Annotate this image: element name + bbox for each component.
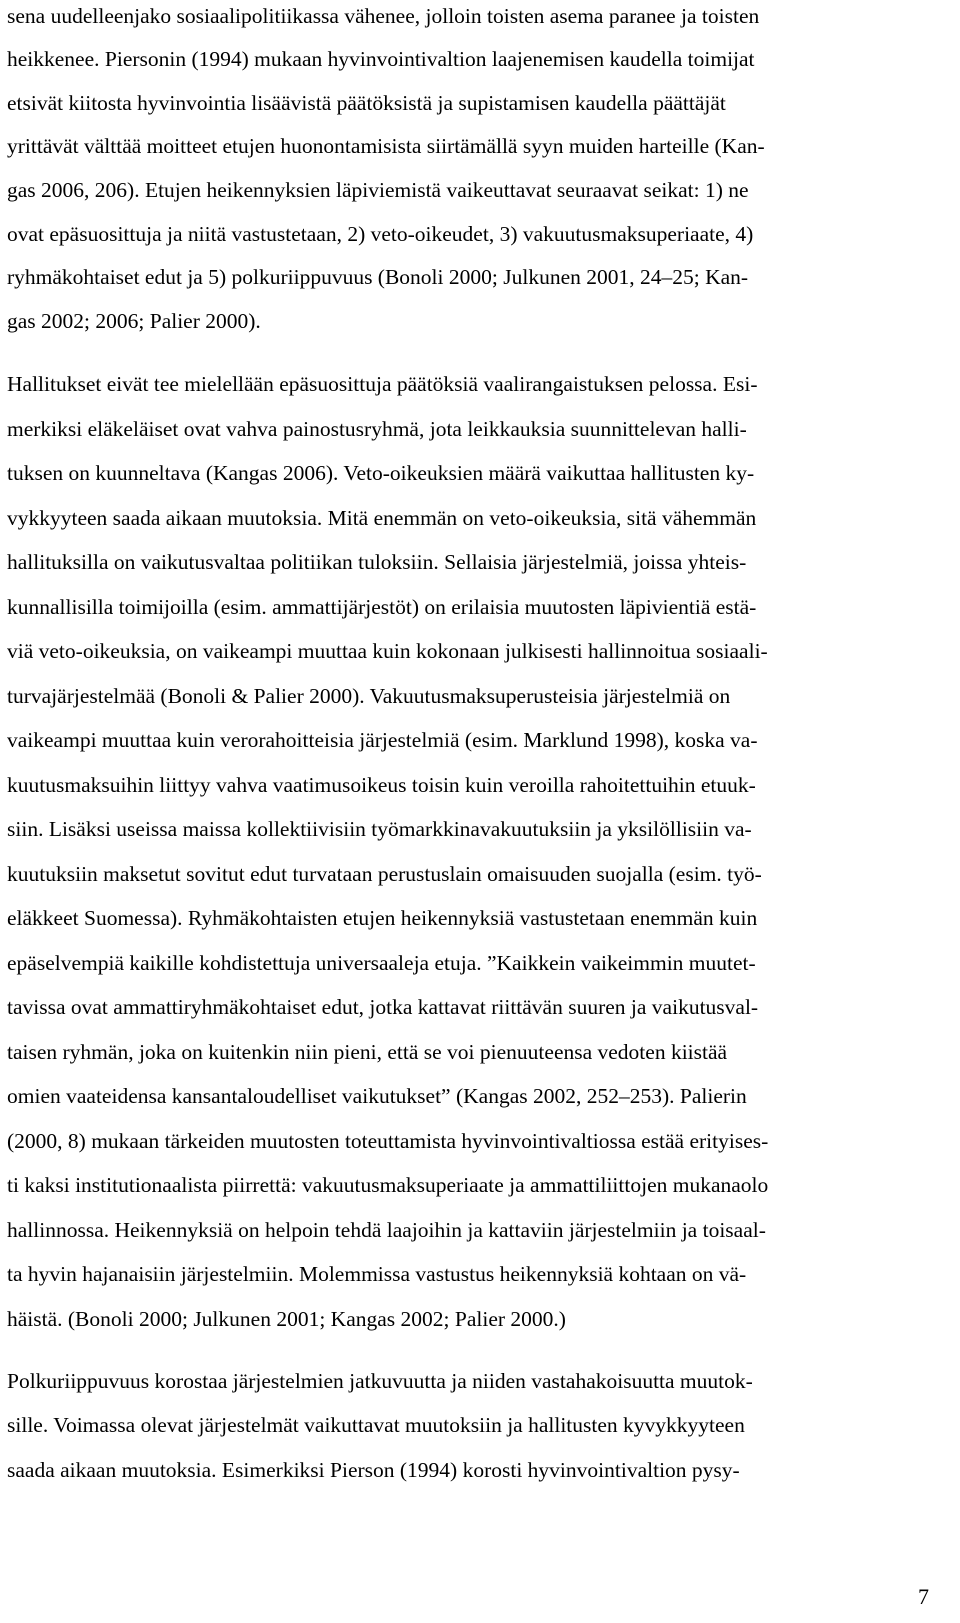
text-line: etsivät kiitosta hyvinvointia lisäävistä päätöksistä ja supistamisen kaudella päättäjät [7,91,726,115]
text-line: kuutuksiin maksetut sovitut edut turvataan perustuslain omaisuuden suojalla (esim. työ- [7,862,762,886]
text-line: hallituksilla on vaikutusvaltaa politiikan tuloksiin. Sellaisia järjestelmiä, joissa yhteis- [7,550,747,574]
text-line: (2000, 8) mukaan tärkeiden muutosten toteuttamista hyvinvointivaltiossa estää erityises- [7,1129,769,1153]
text-line: vaikeampi muuttaa kuin verorahoitteisia järjestelmiä (esim. Marklund 1998), koska va- [7,728,758,752]
text-line: ti kaksi institutionaalista piirrettä: vakuutusmaksuperiaate ja ammattiliittojen mukanaolo [7,1173,769,1197]
text-line: tuksen on kuunneltava (Kangas 2006). Veto-oikeuksien määrä vaikuttaa hallitusten ky- [7,461,755,485]
text-line: hallinnossa. Heikennyksiä on helpoin tehdä laajoihin ja kattaviin järjestelmiin ja toisaal- [7,1218,766,1242]
text-line: taisen ryhmän, joka on kuitenkin niin pieni, että se voi pienuuteensa vedoten kiistää [7,1040,728,1064]
text-line: yrittävät välttää moitteet etujen huonontamisista siirtämällä syyn muiden harteille (Kan- [7,134,765,158]
text-line: eläkkeet Suomessa). Ryhmäkohtaisten etujen heikennyksiä vastustetaan enemmän kuin [7,906,758,930]
text-line: merkiksi eläkeläiset ovat vahva painostusryhmä, jota leikkauksia suunnittelevan halli- [7,417,747,441]
text-line: kuutusmaksuihin liittyy vahva vaatimusoikeus toisin kuin veroilla rahoitettuihin etuuk- [7,773,756,797]
text-line: sena uudelleenjako sosiaalipolitiikassa vähenee, jolloin toisten asema paranee ja toisten [7,4,760,28]
text-line: häistä. (Bonoli 2000; Julkunen 2001; Kangas 2002; Palier 2000.) [7,1307,566,1331]
text-line: Polkuriippuvuus korostaa järjestelmien jatkuvuutta ja niiden vastahakoisuutta muutok- [7,1369,753,1393]
text-line: gas 2002; 2006; Palier 2000). [7,309,261,333]
text-line: turvajärjestelmää (Bonoli & Palier 2000). Vakuutusmaksuperusteisia järjestelmiä on [7,684,731,708]
text-line: ovat epäsuosittuja ja niitä vastustetaan, 2) veto-oikeudet, 3) vakuutusmaksuperiaate, 4) [7,222,754,246]
text-line: tavissa ovat ammattiryhmäkohtaiset edut, jotka kattavat riittävän suuren ja vaikutusval- [7,995,759,1019]
text-line: Hallitukset eivät tee mielellään epäsuosittuja päätöksiä vaalirangaistuksen pelossa. Esi- [7,372,758,396]
text-line: vykkyyteen saada aikaan muutoksia. Mitä enemmän on veto-oikeuksia, sitä vähemmän [7,506,757,530]
text-line: epäselvempiä kaikille kohdistettuja universaaleja etuja. ”Kaikkein vaikeimmin muutet- [7,951,756,975]
text-line: ryhmäkohtaiset edut ja 5) polkuriippuvuus (Bonoli 2000; Julkunen 2001, 24–25; Kan- [7,265,749,289]
text-line: omien vaateidensa kansantaloudelliset vaikutukset” (Kangas 2002, 252–253). Palierin [7,1084,747,1108]
text-line: heikkenee. Piersonin (1994) mukaan hyvinvointivaltion laajenemisen kaudella toimijat [7,47,755,71]
page-number: 7 [918,1584,929,1609]
text-line: sille. Voimassa olevat järjestelmät vaikuttavat muutoksiin ja hallitusten kyvykkyyteen [7,1413,745,1437]
text-line: gas 2006, 206). Etujen heikennyksien läpiviemistä vaikeuttavat seuraavat seikat: 1) ne [7,178,749,202]
text-line: kunnallisilla toimijoilla (esim. ammattijärjestöt) on erilaisia muutosten läpivientiä estä- [7,595,757,619]
text-line: siin. Lisäksi useissa maissa kollektiivisiin työmarkkinavakuutuksiin ja yksilöllisiin va- [7,817,752,841]
text-line: saada aikaan muutoksia. Esimerkiksi Pierson (1994) korosti hyvinvointivaltion pysy- [7,1458,740,1482]
text-line: ta hyvin hajanaisiin järjestelmiin. Molemmissa vastustus heikennyksiä kohtaan on vä- [7,1262,747,1286]
text-line: viä veto-oikeuksia, on vaikeampi muuttaa kuin kokonaan julkisesti hallinnoitua sosiaali- [7,639,768,663]
